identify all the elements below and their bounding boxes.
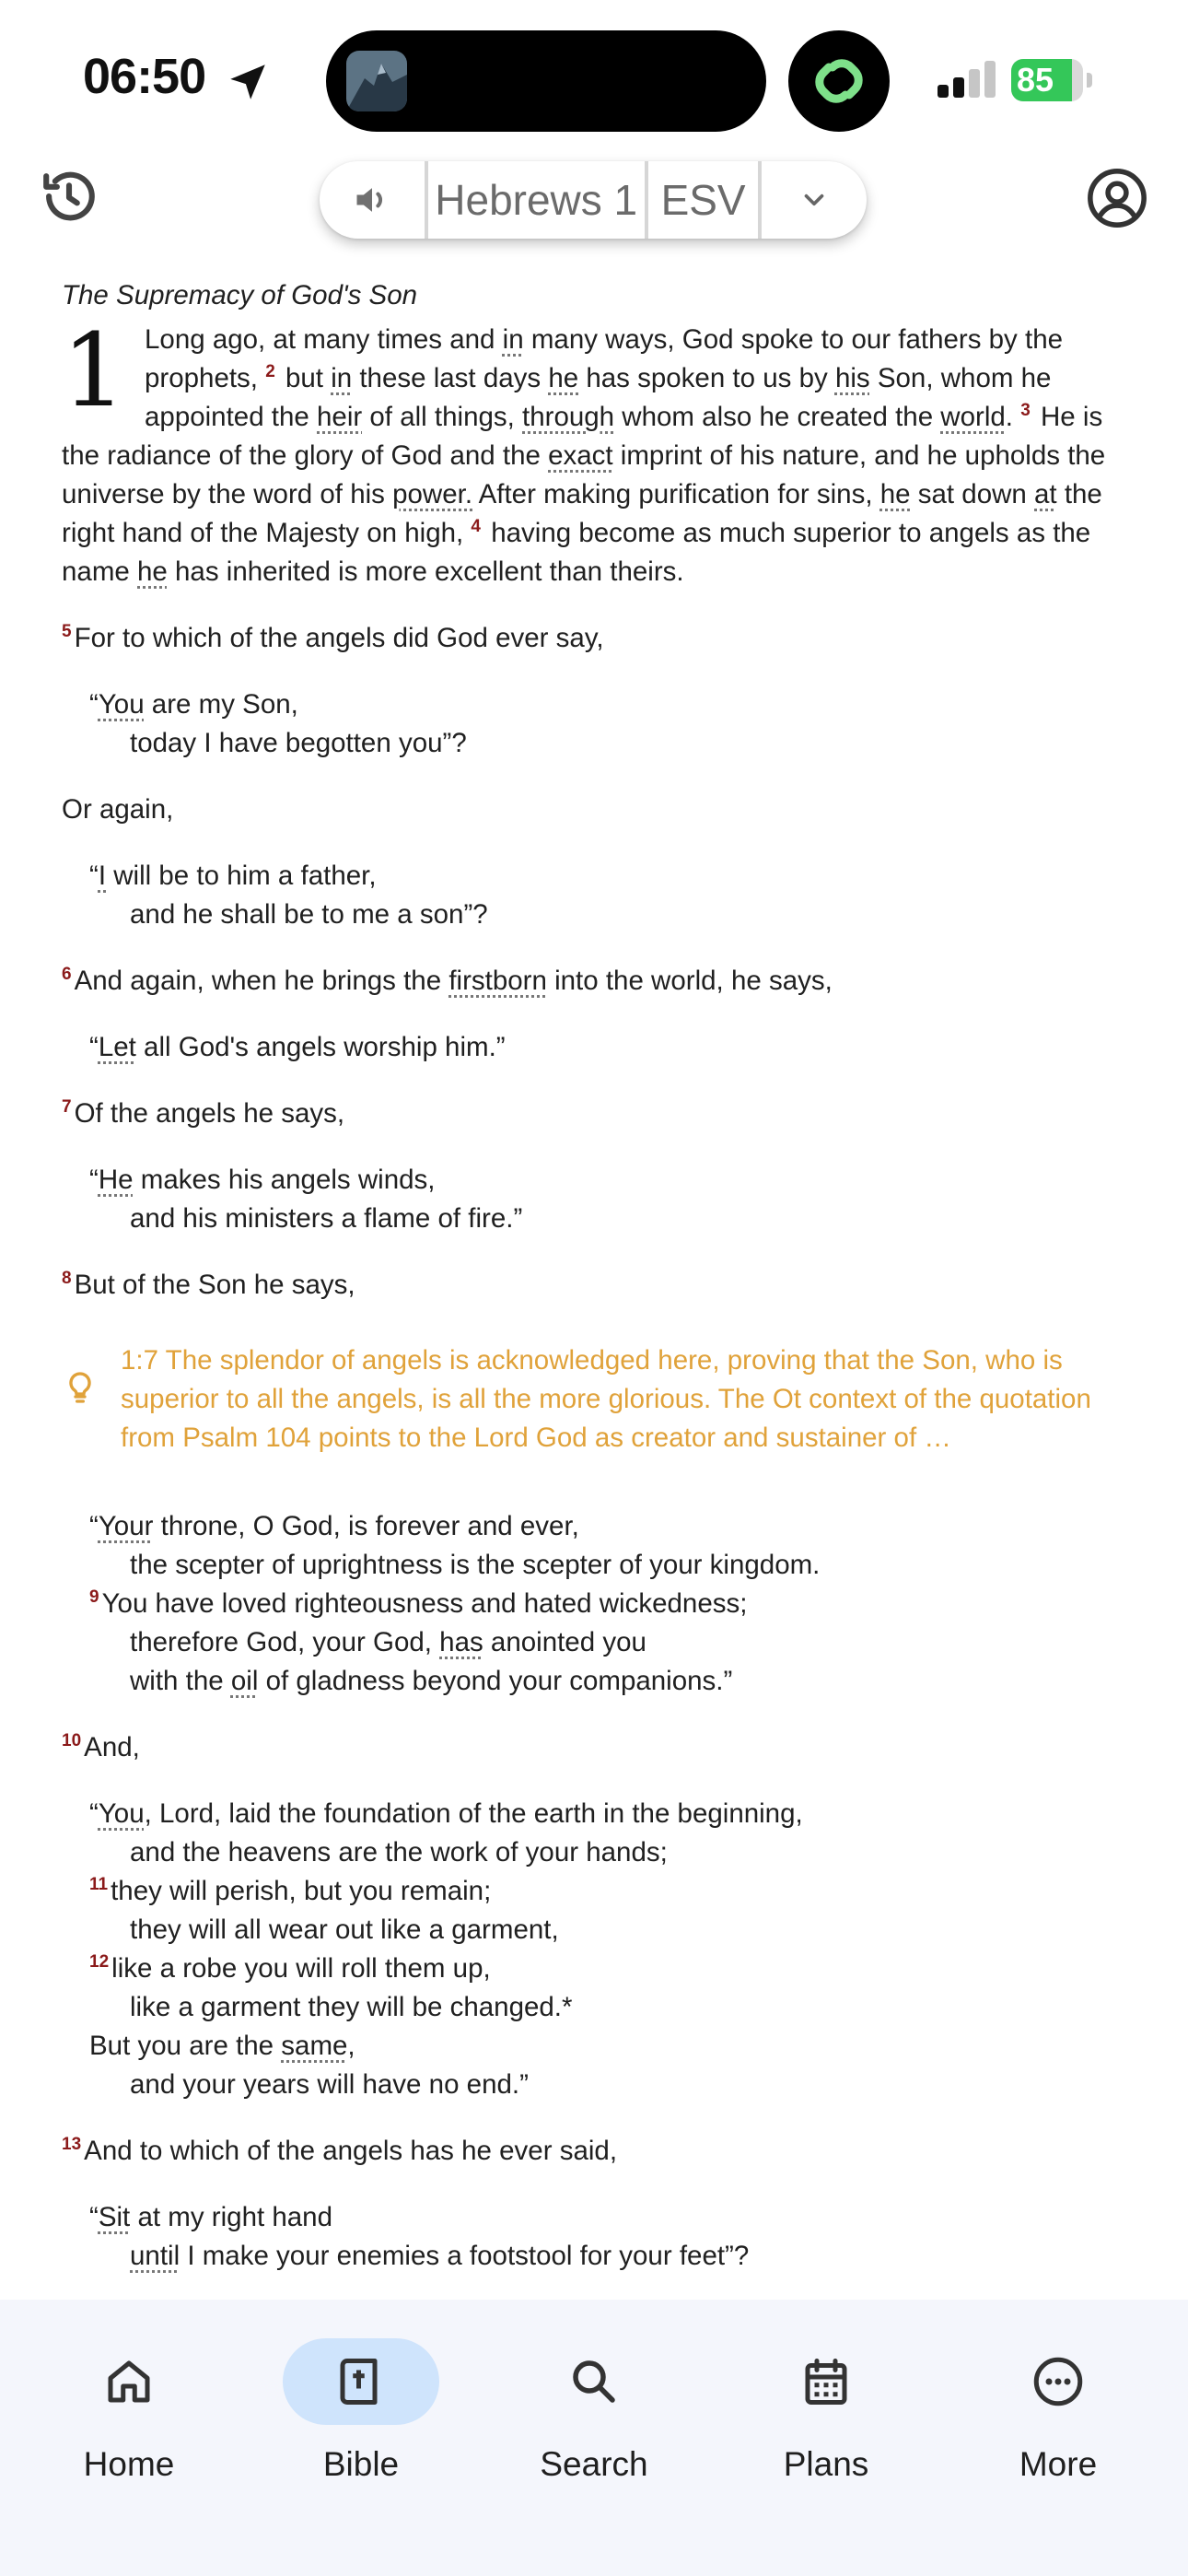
quotation-8: “Your throne, O God, is forever and ever, the scepter of uprightness is the scepter of your kingdom. $^9$ You have loved righteousness and hated wickedness; therefore God, your God, has anointed you with the oil of gladness beyond your companions.” [89,1511,821,1696]
footnote-marker[interactable]: * [562,1992,573,2022]
lexicon-word[interactable]: Let [98,1032,136,1062]
history-icon[interactable] [37,164,101,228]
lexicon-word[interactable]: in [331,363,353,393]
nav-plans-label: Plans [783,2445,869,2483]
verse-paragraph-1: 1 Long ago, at many times and in many ways, God spoke to our fathers by the prophets, $^2$ but in these last days he has spoken to us by his Son, whom he appointed the heir of all things, through whom also he created the world. $^3$ He is the radiance of the glory of God and the exact imprint of his nature, and he upholds the universe by the word of his power. After making purification for sins, he sat down at the right hand of the Majesty on high, $^4$ having become as much superior to angels as the name he has inherited is more excellent than theirs. [62,311,1106,587]
nav-more-label: More [1019,2445,1098,2483]
book-chapter-button[interactable]: Hebrews 1 [435,176,638,224]
calendar-icon [798,2354,854,2409]
passage-content [62,276,1130,2303]
lexicon-word[interactable]: You [98,689,145,720]
quotation-10: “You, Lord, laid the foundation of the earth in the beginning, and the heavens are the work of your hands; $^{11}$ they will perish, but you remain; they will all wear out like a garment, $^{12}$ like a robe you will roll them up, like a garment they will be changed.* But you are the same, and your years will have no end.” [89,1798,803,2100]
lexicon-word[interactable]: he [137,556,168,587]
speaker-icon [352,180,392,220]
reference-selector [320,161,867,239]
nav-bible[interactable] [269,2338,453,2504]
verse-7: $^7$ Of the angels he says, [62,1097,345,1129]
lexicon-word[interactable]: You [98,1798,145,1829]
now-playing-artwork[interactable] [346,51,407,111]
verse-number: 9 [89,1587,99,1608]
nav-home[interactable] [37,2338,221,2504]
verse-8: $^8$ But of the Son he says, [62,1269,355,1300]
lexicon-word[interactable]: until [130,2241,181,2271]
lexicon-word[interactable]: He [98,1165,134,1195]
link-icon [788,30,890,132]
verse-13: $^{13}$ And to which of the angels has he ever said, [62,2135,618,2166]
lexicon-word[interactable]: through [522,402,615,432]
lexicon-word[interactable]: has [439,1627,483,1657]
lexicon-word[interactable]: same [281,2031,348,2061]
battery-percent: 85 [1017,61,1054,99]
nav-plans[interactable] [734,2338,918,2504]
verse-number: 4 [471,517,481,537]
verse-number: 8 [62,1269,72,1289]
quotation-5: “You are my Son, today I have begotten you”? [89,689,467,758]
quotation-6: “Let all God's angels worship him.” [89,1032,506,1062]
search-icon [566,2354,622,2409]
activity-indicator[interactable] [788,30,890,132]
options-dropdown-button[interactable] [762,161,867,239]
nav-home-label: Home [83,2445,175,2483]
nav-search-label: Search [540,2445,648,2483]
lexicon-word[interactable]: oil [230,1666,259,1696]
nav-bible-label: Bible [322,2445,400,2483]
section-heading: The Supremacy of God's Son [62,280,418,310]
quotation-7: “He makes his angels winds, and his ministers a flame of fire.” [89,1165,523,1234]
verse-number: 5 [62,622,72,642]
lexicon-word[interactable]: Your [98,1511,154,1541]
audio-button[interactable] [320,161,425,239]
verse-number: 13 [62,2135,82,2155]
lexicon-word[interactable]: Sit [98,2202,131,2232]
lexicon-word[interactable]: at [1034,479,1057,509]
verse-number: 10 [62,1731,82,1751]
version-button[interactable]: ESV [660,176,746,224]
status-time: 06:50 [83,49,206,104]
lexicon-word[interactable]: his [834,363,870,393]
nav-more[interactable] [966,2338,1150,2504]
bottom-navigation [0,2300,1188,2576]
quotation-5b: “I will be to him a father, and he shall be to me a son”? [89,861,488,930]
verse-number: 12 [89,1952,110,1973]
bible-icon [333,2354,389,2409]
verse-number: 7 [62,1097,72,1118]
verse-number: 3 [1020,401,1031,421]
lexicon-word[interactable]: he [548,363,579,393]
verse-6: $^6$ And again, when he brings the firstborn into the world, he says, [62,965,833,996]
or-again-text: Or again, [62,794,174,825]
nav-search[interactable] [502,2338,686,2504]
chevron-down-icon [798,184,830,216]
home-icon [101,2354,157,2409]
lexicon-word[interactable]: world [940,402,1006,432]
quotation-13: “Sit at my right hand until I make your enemies a footstool for your feet”? [89,2202,750,2271]
lexicon-word[interactable]: firstborn [448,966,547,996]
more-icon [1031,2354,1086,2409]
chapter-number: 1 [62,311,126,429]
study-note-text: 1:7 The splendor of angels is acknowledged here, proving that the Son, who is superior to all the angels, is all the more glorious. The Ot context of the quotation from Psalm 104 points to the Lord God as creator and sustainer of … [121,1345,1091,1453]
study-note[interactable] [62,1341,1130,1458]
lightbulb-icon [62,1369,99,1406]
location-arrow-icon [225,59,271,105]
verse-number: 11 [89,1875,109,1895]
lexicon-word[interactable]: power. [392,479,473,509]
verse-10: $^{10}$ And, [62,1731,140,1762]
lexicon-word[interactable]: in [502,324,524,355]
lexicon-word[interactable]: I [98,861,107,891]
verse-number: 6 [62,965,72,985]
lexicon-word[interactable]: he [879,479,911,509]
verse-5: $^5$ For to which of the angels did God ever say, [62,622,604,653]
dynamic-island[interactable] [326,30,766,132]
lexicon-word[interactable]: heir [317,402,363,432]
battery-indicator [1011,59,1094,101]
lexicon-word[interactable]: exact [548,440,613,471]
verse-number: 2 [265,362,275,382]
profile-icon[interactable] [1085,166,1149,230]
status-bar [0,0,1188,161]
cellular-signal-icon [938,61,998,98]
